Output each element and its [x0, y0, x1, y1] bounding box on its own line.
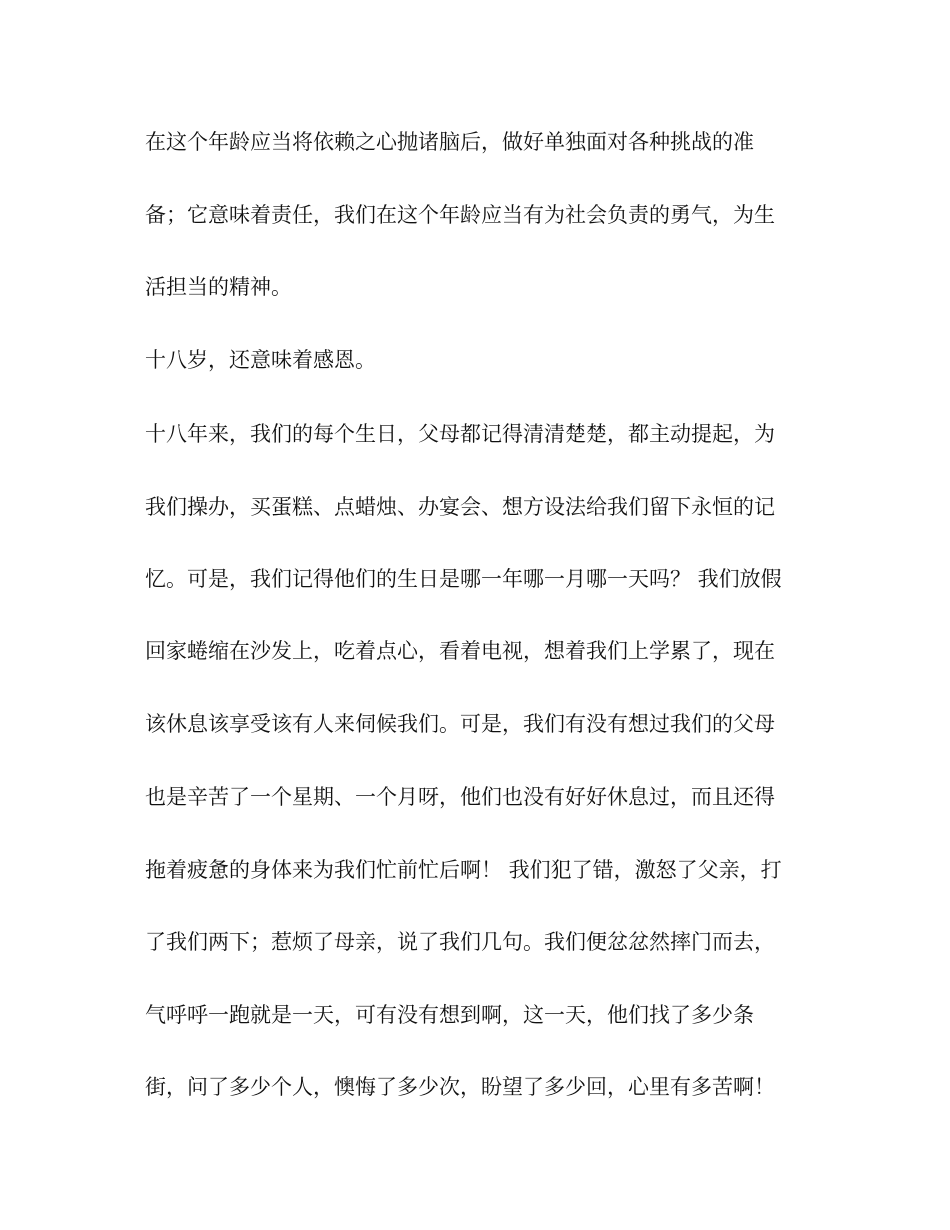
- text-line: 十八年来，我们的每个生日，父母都记得清清楚楚，都主动提起，为: [145, 422, 775, 446]
- text-line: 忆。可是，我们记得他们的生日是哪一年哪一月哪一天吗？ 我们放假: [145, 567, 782, 591]
- text-line: 我们操办，买蛋糕、点蜡烛、办宴会、想方设法给我们留下永恒的记: [145, 495, 775, 519]
- text-line: 在这个年龄应当将依赖之心抛诸脑后，做好单独面对各种挑战的准: [145, 130, 754, 154]
- text-line: 备；它意味着责任，我们在这个年龄应当有为社会负责的勇气，为生: [145, 203, 775, 227]
- text-line: 了我们两下；惹烦了母亲，说了我们几句。我们便忿忿然摔门而去，: [145, 930, 775, 954]
- text-line: 气呼呼一跑就是一天，可有没有想到啊，这一天，他们找了多少条: [145, 1003, 754, 1027]
- text-line: 活担当的精神。: [145, 275, 292, 299]
- text-line: 拖着疲惫的身体来为我们忙前忙后啊！ 我们犯了错，激怒了父亲，打: [145, 858, 782, 882]
- text-line: 街，问了多少个人，懊悔了多少次，盼望了多少回，心里有多苦啊！: [145, 1075, 775, 1099]
- text-line: 十八岁，还意味着感恩。: [145, 348, 376, 372]
- text-line: 回家蜷缩在沙发上，吃着点心，看着电视，想着我们上学累了，现在: [145, 639, 775, 663]
- text-line: 也是辛苦了一个星期、一个月呀，他们也没有好好休息过，而且还得: [145, 785, 775, 809]
- text-line: 该休息该享受该有人来伺候我们。可是，我们有没有想过我们的父母: [145, 712, 775, 736]
